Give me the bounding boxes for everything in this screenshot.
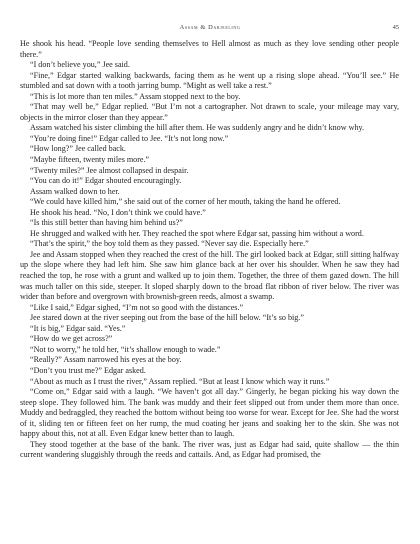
paragraph: “How do we get across?” [30,334,113,344]
running-head: Assam & Darjeeling [179,24,241,31]
paragraph: They stood together at the base of the bank. The river was, just as Edgar had said, quite shallow — the thin current wandering sluggishly through the reeds and cattails. And, as Edgar had promised, the [20,439,399,460]
paragraph: “Like I said,” Edgar sighed, “I’m not so good with the distances.” [30,302,244,312]
paragraph: Assam watched his sister climbing the hill after them. He was suddenly angry and he didn’t know why. [30,123,365,133]
paragraph: He shrugged and walked with her. They reached the spot where Edgar sat, passing him without a word. [30,228,364,238]
paragraph: “That may well be,” Edgar replied. “But I’m not a cartographer. Not drawn to scale, your mileage may vary, objects in the mirror closer than they appear.” [20,102,399,122]
paragraph: “This is lot more than ten miles.” Assam stopped next to the boy. [30,91,241,101]
paragraph: He shook his head. “People love sending themselves to Hell almost as much as they love sending other people there.” [20,39,399,59]
paragraph: “It is big,” Edgar said. “Yes.” [30,323,126,333]
paragraph: “You’re doing fine!” Edgar called to Jee. “It’s not long now.” [30,133,229,143]
paragraph: “You can do it!” Edgar shouted encouragingly. [30,176,182,186]
paragraph: “How long?” Jee called back. [30,144,126,154]
paragraph: “Come on,” Edgar said with a laugh. “We haven’t got all day.” Gingerly, he began picking his way down the steep slope. They followed him. The bank was muddy and their feet slipped out from under them more than once. Muddy and bedraggled, they reached the bottom without being too worse for wear. Except for Jee. She had the worst of it, sliding ten or fifteen feet on her rump, the mud coating her jeans and soaking her to the skin. She was not happy about this, not at all. Even Edgar knew better than to laugh. [20,387,399,439]
paragraph: Jee and Assam stopped when they reached the crest of the hill. The girl looked back at Edgar, still sitting halfway up the slope where they had left him. She saw him glance back at her over his shoulder. When he saw they had reached the top, he rose with a grunt and walked up to join them. Together, the three of them gazed down. The hill was much taller on this side, steeper. It sloped sharply down to the broad flat ribbon of river below. The river was wider than before and overgrown with brownish-green reeds, almost a swamp. [20,249,399,302]
paragraph: “Fine,” Edgar started walking backwards, facing them as he went up a rising slope ahead. “You’ll see.” He stumbled and sat down with a tooth jarring bump. “Might as well take a rest.” [20,70,399,91]
paragraph: Assam walked down to her. [30,186,120,196]
paragraph: “About as much as I trust the river,” Assam replied. “But at least I know which way it runs.” [30,376,330,386]
paragraph: “That’s the spirit,” the boy told them as they passed. “Never say die. Especially here.” [30,239,309,249]
paragraph: “We could have killed him,” she said out of the corner of her mouth, taking the hand he offered. [30,197,341,207]
paragraph: “Really?” Assam narrowed his eyes at the boy. [30,355,182,365]
paragraph: “Is this still better than having him behind us?” [30,218,183,228]
paragraph: “Maybe fifteen, twenty miles more.” [30,155,150,165]
paragraph: “Not to worry,” he told her, “it’s shallow enough to wade.” [30,344,221,354]
page-number: 45 [392,24,399,31]
paragraph: “I don’t believe you,” Jee said. [30,60,130,70]
paragraph: Jee stared down at the river seeping out from the base of the hill below. “It’s so big.” [30,313,304,323]
body-text [20,39,399,461]
paragraph: “Twenty miles?” Jee almost collapsed in despair. [30,165,189,175]
paragraph: “Don’t you trust me?” Edgar asked. [30,365,146,375]
paragraph: He shook his head. “No, I don’t think we could have.” [30,207,206,217]
